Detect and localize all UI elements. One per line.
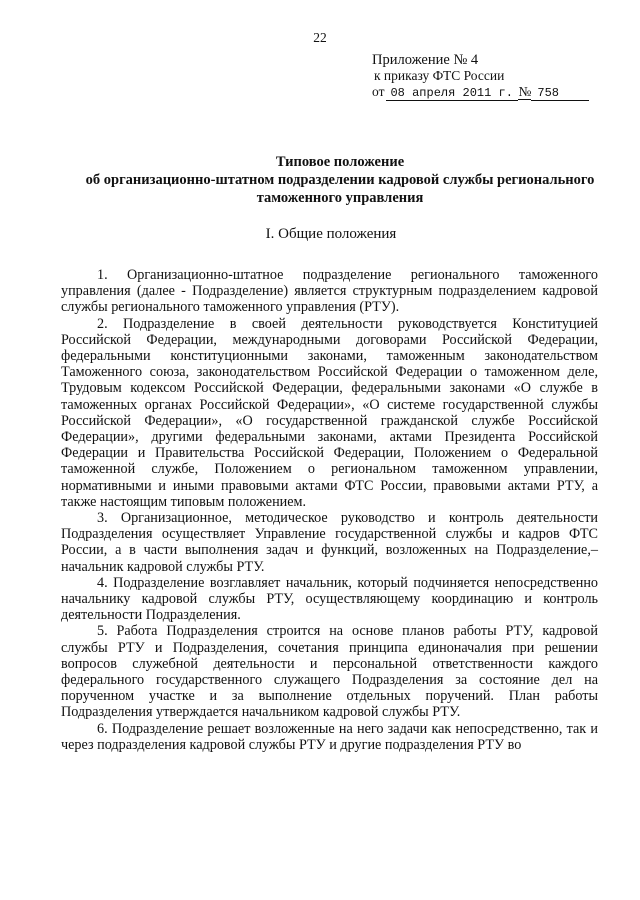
annex-date-prefix: от (372, 84, 385, 99)
paragraph-6: 6. Подразделение решает возложенные на него задачи как непосредственно, так и через подразделения кадровой службы РТУ и другие подразделения РТУ во (61, 720, 598, 753)
section-title: I. Общие положения (265, 226, 397, 242)
paragraph-5: 5. Работа Подразделения строится на основе планов работы РТУ, кадровой службы РТУ и Подразделения, сочетания принципа единоначалия при решении вопросов служебной деятельности и персональной ответственности каждого федерального государственного служащего Подразделения за состояние дел на порученном участке и за выполнение отдельных поручений. План работы Подразделения утверждается начальником кадровой службы РТУ. (61, 623, 598, 721)
annex-block (372, 52, 589, 101)
document-title (60, 153, 620, 207)
document-title-line-3: таможенного управления (256, 190, 424, 206)
paragraph-3: 3. Организационное, методическое руководство и контроль деятельности Подразделения осуществляет Управление государственной службы и кадров ФТС России, а в части выполнения задач и функций, возложенных на Подразделение,– начальник кадровой службы РТУ. (61, 510, 598, 575)
annex-date-value: 08 апреля 2011 г. (386, 86, 518, 101)
annex-number-label: № (518, 84, 532, 99)
paragraph-2: 2. Подразделение в своей деятельности руководствуется Конституцией Российской Федерации, международными договорами Российской Федерации, федеральными конституционными законами, таможенным законодательством Таможенного союза, законодательством Российской Федерации о таможенном деле, Трудовым кодексом Российской Федерации, федеральными законами «О службе в таможенных органах Российской Федерации», «О системе государственной службы Российской Федерации», «О государственной гражданской службе Российской Федерации», другими федеральными законами, актами Президента Российской Федерации и Правительства Российской Федерации, Положением о Федеральной таможенной службе, Положением о региональном таможенном управлении, нормативными и иными правовыми актами ФТС России, правовыми актами РТУ, а также настоящим типовым положением. (61, 315, 598, 510)
document-title-line-1: Типовое положение (275, 154, 405, 170)
paragraph-4: 4. Подразделение возглавляет начальник, который подчиняется непосредственно начальнику кадровой службы РТУ, осуществляющему координацию и контроль деятельности Подразделения. (61, 574, 598, 624)
annex-date-line (372, 84, 589, 101)
annex-number-value: 758 (531, 86, 589, 101)
paragraph-1: 1. Организационно-штатное подразделение регионального таможенного управления (далее - Подразделение) является структурным подразделением кадровой службы регионального таможенного управления (РТУ). (61, 267, 598, 316)
document-title-line-2: об организационно-штатном подразделении кадровой службы регионального (85, 172, 595, 188)
annex-title: Приложение № 4 (372, 52, 479, 68)
annex-order-ref: к приказу ФТС России (374, 68, 505, 83)
document-body (61, 267, 598, 753)
page-number: 22 (313, 30, 327, 45)
